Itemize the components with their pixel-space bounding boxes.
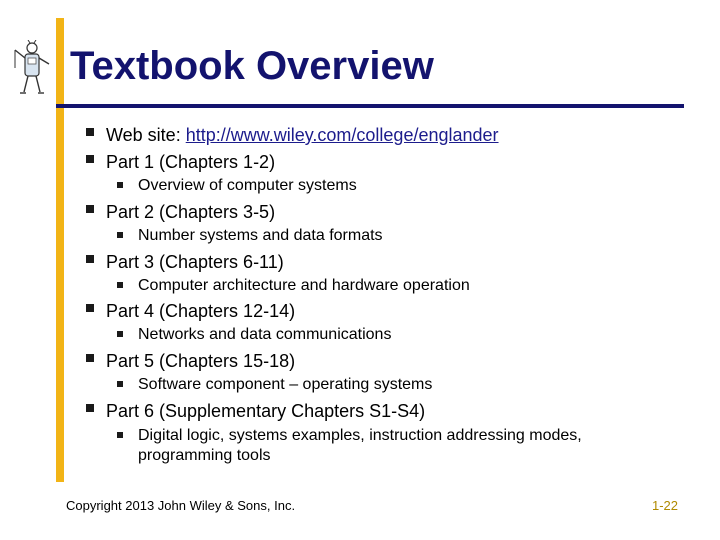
bullet-text: Part 6 (Supplementary Chapters S1-S4) bbox=[106, 401, 426, 421]
sub-bullet-text: Number systems and data formats bbox=[138, 227, 383, 244]
bullet-marker bbox=[86, 128, 94, 136]
bullet-marker bbox=[86, 404, 94, 412]
bullet-text: Part 4 (Chapters 12-14) bbox=[106, 301, 296, 321]
slide-title: Textbook Overview bbox=[70, 44, 434, 88]
sub-bullet-marker bbox=[117, 331, 123, 337]
website-link[interactable]: http://www.wiley.com/college/englander bbox=[185, 125, 499, 145]
bullet-marker bbox=[86, 205, 94, 213]
bullet-marker bbox=[86, 255, 94, 263]
copyright-text: Copyright 2013 John Wiley & Sons, Inc. bbox=[66, 498, 296, 513]
sub-bullet-marker bbox=[117, 232, 123, 238]
bullet-marker bbox=[86, 304, 94, 312]
bullet-marker bbox=[86, 354, 94, 362]
bullet-marker bbox=[86, 155, 94, 163]
sub-bullet-text: Digital logic, systems examples, instruction addressing modes, programming tools bbox=[138, 427, 582, 464]
bullet-text: Part 2 (Chapters 3-5) bbox=[106, 202, 276, 222]
sub-bullet-text: Networks and data communications bbox=[138, 326, 392, 343]
sub-bullet-marker bbox=[117, 432, 123, 438]
page-number: 1-22 bbox=[651, 498, 678, 513]
sub-bullet-text: Computer architecture and hardware operation bbox=[138, 277, 470, 294]
bullet-text bbox=[106, 124, 499, 146]
sub-bullet-text: Software component – operating systems bbox=[138, 376, 433, 393]
sub-bullet-marker bbox=[117, 182, 123, 188]
website-label: Web site: bbox=[106, 125, 186, 145]
sub-bullet-text: Overview of computer systems bbox=[138, 177, 357, 194]
bullet-text: Part 3 (Chapters 6-11) bbox=[106, 252, 284, 272]
bullet-text: Part 1 (Chapters 1-2) bbox=[106, 152, 276, 172]
sub-bullet-marker bbox=[117, 381, 123, 387]
bullet-text: Part 5 (Chapters 15-18) bbox=[106, 351, 296, 371]
sub-bullet-marker bbox=[117, 282, 123, 288]
